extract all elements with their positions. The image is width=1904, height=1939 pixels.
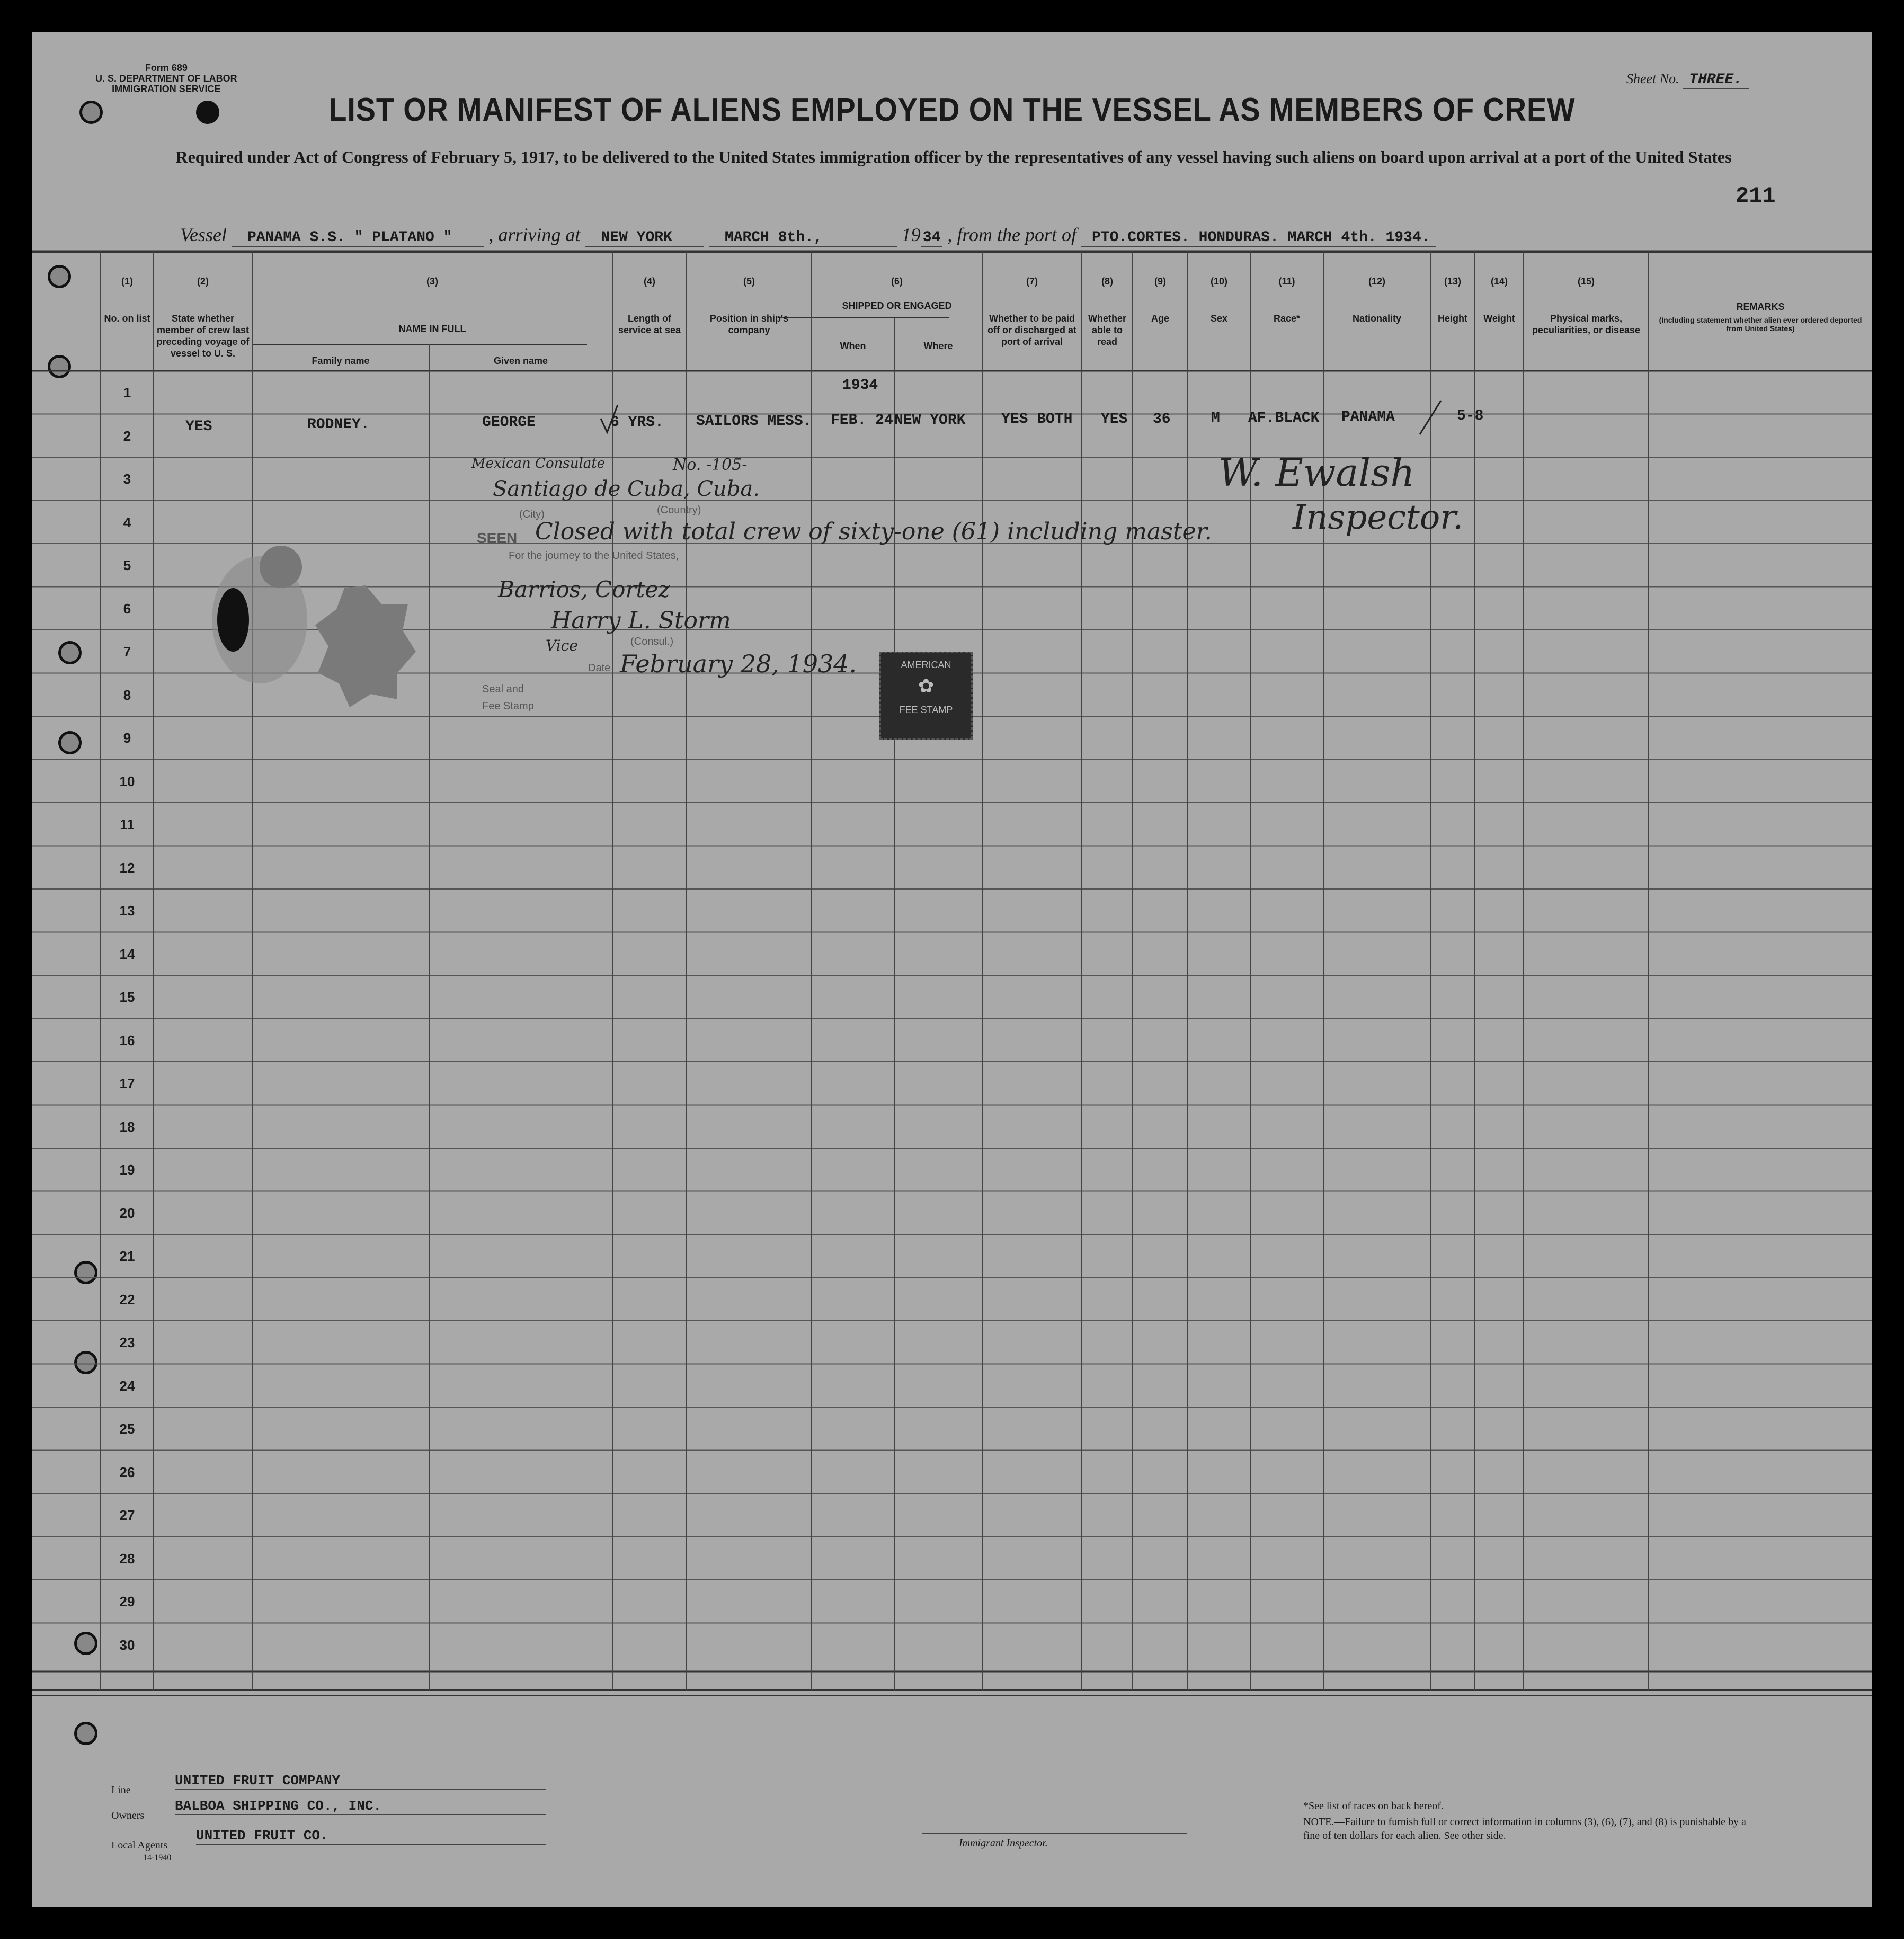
embossed-seal-icon [201, 540, 318, 699]
fee-stamp-top: AMERICAN [901, 660, 951, 670]
column-subheader: When [840, 341, 866, 351]
from-label: , from the port of [947, 224, 1077, 245]
owners-value: BALBOA SHIPPING CO., INC. [175, 1798, 546, 1815]
journey-label: For the journey to the United States, [509, 550, 679, 562]
column-header: Physical marks, peculiarities, or disease [1532, 313, 1641, 335]
column-header: State whether member of crew last preceding voyage of vessel to U. S. [156, 313, 250, 359]
row-number: 21 [119, 1248, 135, 1264]
column-header: Race* [1273, 313, 1301, 324]
column-header: Height [1438, 313, 1467, 324]
closed-crew-note: Closed with total crew of sixty-one (61) including master. [535, 518, 1212, 545]
via-ports: Barrios, Cortez [498, 576, 670, 602]
entry-family-name: RODNEY. [307, 416, 370, 433]
column-number: (9) [1154, 276, 1166, 287]
entry-age: 36 [1153, 411, 1171, 428]
column-number: (11) [1278, 276, 1295, 287]
races-note: *See list of races on back hereof. [1303, 1800, 1444, 1812]
stamp-emblem-icon: ✿ [918, 675, 935, 697]
check-mark [599, 403, 620, 434]
column-number: (12) [1368, 276, 1385, 287]
fee-stamp-icon [879, 652, 973, 740]
column-header: No. on list [104, 313, 150, 324]
row-number: 12 [119, 859, 135, 876]
row-number: 9 [123, 730, 131, 746]
column-header: Whether to be paid off or discharged at port of arrival [987, 313, 1077, 347]
arriving-label: , arriving at [488, 224, 581, 245]
column-number: (1) [121, 276, 133, 287]
manifest-sheet [32, 32, 1872, 1907]
row-number: 1 [123, 385, 131, 401]
row-number: 18 [119, 1118, 135, 1135]
slash-mark [1414, 397, 1446, 440]
row-number: 20 [119, 1205, 135, 1221]
row-number: 26 [119, 1464, 135, 1480]
row-number: 19 [119, 1162, 135, 1178]
owners-label: Owners [111, 1810, 145, 1821]
city-label: (City) [519, 509, 545, 520]
entry-given-name: GEORGE [482, 414, 536, 431]
row-number: 28 [119, 1550, 135, 1567]
sheet-label: Sheet No. [1626, 71, 1679, 86]
vessel-label: Vessel [180, 224, 227, 245]
column-number: (8) [1101, 276, 1113, 287]
column-header: Whether able to read [1088, 313, 1126, 347]
line-label: Line [111, 1784, 131, 1796]
row-number: 7 [123, 644, 131, 660]
column-number: (6) [891, 276, 903, 287]
immigrant-inspector-label: Immigrant Inspector. [959, 1837, 1048, 1849]
row-number: 25 [119, 1421, 135, 1437]
page-number: 211 [1736, 183, 1776, 209]
seal-label: Seal and [482, 683, 524, 695]
country-label: (Country) [657, 504, 701, 516]
line-value: UNITED FRUIT COMPANY [175, 1773, 546, 1790]
column-header: SHIPPED OR ENGAGED [842, 300, 952, 311]
sheet-value: THREE. [1683, 72, 1749, 89]
column-header: NAME IN FULL [398, 324, 466, 334]
date-label: Date [588, 662, 611, 674]
consul-label: (Consul.) [630, 636, 674, 647]
agents-label: Local Agents [111, 1839, 168, 1851]
column-subheader: Family name [312, 355, 370, 366]
row-number: 14 [119, 946, 135, 962]
row-number: 10 [119, 773, 135, 789]
penalty-note: NOTE.—Failure to furnish full or correct information in columns (3), (6), (7), and (8) is punishable by a fine of ten dollars for each alien. See other side. [1303, 1816, 1746, 1842]
row-number: 30 [119, 1636, 135, 1653]
row-number: 11 [120, 816, 135, 832]
column-subheader: Where [923, 341, 953, 351]
seen-stamp: SEEN [477, 530, 518, 546]
arrival-date: MARCH 8th., [709, 229, 897, 247]
entry-year-above: 1934 [842, 377, 878, 394]
column-number: (7) [1026, 276, 1038, 287]
row-number: 5 [123, 557, 131, 573]
row-number: 13 [119, 903, 135, 919]
row-number: 15 [119, 989, 135, 1005]
row-number: 8 [123, 687, 131, 703]
year-value: 34 [921, 229, 943, 247]
page-subtitle: Required under Act of Congress of February 5, 1917, to be delivered to the United States immigration officer by the representatives of any vessel having such aliens on board upon arrival at a port of the United States [175, 147, 1732, 166]
entry-nationality: PANAMA [1341, 409, 1395, 425]
entry-height: 5-8 [1457, 408, 1484, 424]
column-header: Sex [1210, 313, 1228, 324]
consul-signature: Harry L. Storm [551, 607, 731, 634]
entry-sex: M [1211, 410, 1220, 426]
column-header: REMARKS [1736, 301, 1785, 312]
form-number: Form 689 [145, 63, 188, 73]
row-number: 17 [119, 1075, 135, 1091]
vessel-value: PANAMA S.S. " PLATANO " [232, 229, 484, 247]
row-number: 23 [119, 1335, 135, 1350]
column-number: (13) [1444, 276, 1461, 287]
entry-last-voyage: YES [185, 419, 212, 435]
consul-number: No. -105- [673, 456, 748, 474]
row-number: 3 [123, 471, 131, 487]
row-number: 29 [119, 1594, 135, 1609]
entry-when: FEB. 24 [831, 412, 893, 429]
column-number: (2) [197, 276, 209, 287]
agents-value: UNITED FRUIT CO. [196, 1828, 546, 1845]
inspector-title: Inspector. [1293, 498, 1464, 537]
wax-seal-icon [313, 583, 419, 710]
form-service: IMMIGRATION SERVICE [112, 84, 221, 94]
row-number: 22 [119, 1291, 135, 1308]
column-number: (3) [426, 276, 438, 287]
entry-race: AF.BLACK [1248, 410, 1320, 426]
inspector-signature: W. Ewalsh [1218, 450, 1415, 495]
column-number: (15) [1577, 276, 1595, 287]
entry-position: SAILORS MESS. [696, 413, 812, 430]
row-number: 16 [119, 1032, 135, 1048]
column-header: Weight [1483, 313, 1515, 324]
fee-stamp-bottom: FEE STAMP [899, 705, 953, 715]
inspector-signature-line [922, 1833, 1187, 1834]
entry-service: 6 YRS. [610, 414, 664, 431]
column-header: Nationality [1352, 313, 1401, 324]
column-number: (4) [644, 276, 655, 287]
form-department: U. S. DEPARTMENT OF LABOR [95, 73, 237, 84]
consul-date: February 28, 1934. [620, 650, 857, 678]
column-header: Age [1151, 313, 1169, 324]
fee-stamp-label: Fee Stamp [482, 700, 534, 712]
row-number: 27 [119, 1507, 135, 1523]
form-code: 14-1940 [143, 1853, 172, 1862]
column-number: (5) [743, 276, 755, 287]
column-number: (14) [1490, 276, 1508, 287]
row-number: 4 [123, 514, 131, 530]
column-header: Position in ship's company [709, 313, 789, 335]
entry-read: YES [1101, 411, 1128, 428]
entry-paid-off: YES BOTH [1001, 411, 1073, 428]
page-title: LIST OR MANIFEST OF ALIENS EMPLOYED ON THE VESSEL AS MEMBERS OF CREW [328, 92, 1576, 128]
row-number: 24 [119, 1377, 135, 1394]
arriving-value: NEW YORK [585, 229, 704, 247]
entry-where: NEW YORK [894, 412, 966, 429]
vice-label: Vice [546, 637, 578, 654]
column-subheader: (Including statement whether alien ever ordered deported from United States) [1659, 316, 1862, 333]
column-subheader: Given name [493, 355, 548, 366]
year-prefix: 19 [901, 224, 921, 245]
column-header: Length of service at sea [618, 313, 681, 335]
consulate-city: Santiago de Cuba, Cuba. [493, 477, 760, 501]
row-number: 6 [123, 600, 131, 617]
row-number: 2 [123, 428, 131, 444]
column-number: (10) [1210, 276, 1227, 287]
consulate-label: Mexican Consulate [471, 456, 606, 472]
from-port-value: PTO.CORTES. HONDURAS. MARCH 4th. 1934. [1081, 229, 1436, 247]
